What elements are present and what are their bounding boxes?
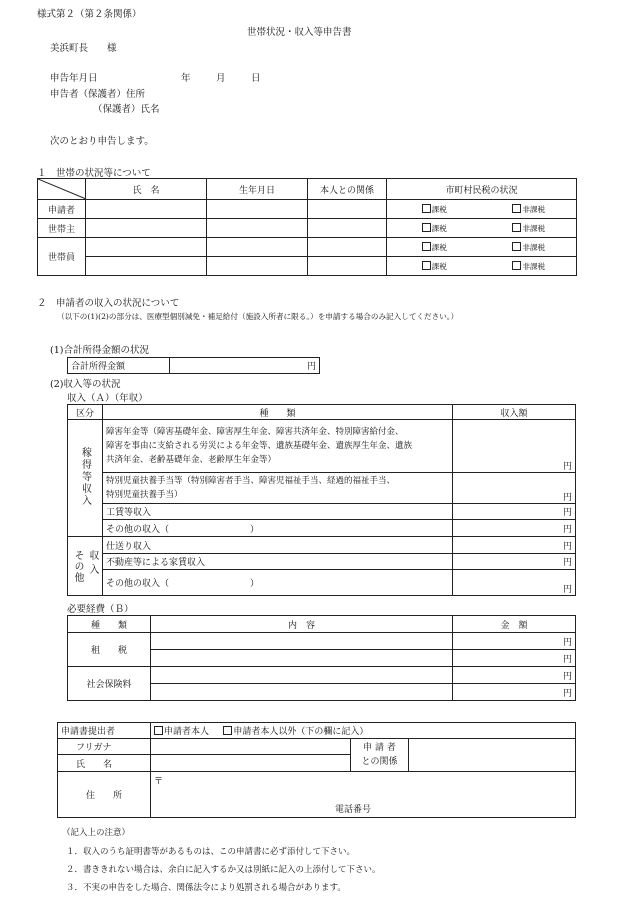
insurance-amount-2[interactable]: 円 xyxy=(453,684,576,701)
other-income-amount[interactable]: 円 xyxy=(453,520,576,537)
section2-heading: ２ 申請者の収入の状況について xyxy=(37,298,180,309)
other-income-type-2: その他の収入（ ） xyxy=(103,570,453,596)
other-income-label: その他 収入 xyxy=(68,537,103,596)
relation-cell[interactable] xyxy=(308,200,387,219)
insurance-content-1[interactable] xyxy=(151,667,453,684)
intro-text: 次のとおり申告します。 xyxy=(50,136,154,147)
submitter-label: 申請書提出者 xyxy=(58,723,151,739)
diagonal-cell xyxy=(38,179,86,200)
wages-amount[interactable]: 円 xyxy=(453,504,576,520)
col-type: 種 類 xyxy=(103,405,453,420)
remittance-type: 仕送り収入 xyxy=(103,537,453,554)
allowance-amount[interactable]: 円 xyxy=(453,473,576,504)
furigana-label: フリガナ xyxy=(58,739,151,755)
notes-heading: （記入上の注意） xyxy=(62,828,131,838)
name-cell[interactable] xyxy=(86,257,207,276)
section1-heading: １ 世帯の状況等について xyxy=(37,168,151,179)
relation-cell[interactable] xyxy=(308,219,387,238)
col-name: 氏 名 xyxy=(86,179,207,200)
name-cell[interactable] xyxy=(86,219,207,238)
addressee: 美浜町長 様 xyxy=(50,43,117,54)
col-relation: 本人との関係 xyxy=(308,179,387,200)
col-birthdate: 生年月日 xyxy=(207,179,308,200)
col-content: 内 容 xyxy=(151,616,453,633)
furigana-input[interactable] xyxy=(151,739,351,755)
col-tax-status: 市町村民税の状況 xyxy=(387,179,577,200)
section2-note: （以下の(1)(2)の部分は、医療型個別減免・補足給付（施設入所者に限る。）を申請する場合のみ記入してください。） xyxy=(57,312,459,321)
month-label: 月 xyxy=(216,73,226,84)
tax-checkbox[interactable]: 課税 xyxy=(387,200,482,219)
rent-amount[interactable]: 円 xyxy=(453,554,576,570)
phone-label: 電話番号 xyxy=(335,805,372,815)
pension-type: 障害年金等（障害基礎年金、障害厚生年金、障害共済年金、特別障害給付金、 障害を事由に支給される労災による年金等、遺族基礎年金、遺族厚生年金、遺族 共済年金、老齢基礎年金、老齢厚生年金等） xyxy=(103,420,453,473)
income-status-heading: (2)収入等の状況 xyxy=(50,379,121,390)
rent-type: 不動産等による家賃収入 xyxy=(103,554,453,570)
birthdate-cell[interactable] xyxy=(207,200,308,219)
remittance-amount[interactable]: 円 xyxy=(453,537,576,554)
insurance-amount-1[interactable]: 円 xyxy=(453,667,576,684)
tax-checkbox[interactable]: 課税 xyxy=(387,257,482,276)
expenses-table xyxy=(67,615,576,701)
row-applicant: 申請者 xyxy=(38,200,86,219)
wages-type: 工賃等収入 xyxy=(103,504,453,520)
tax-label: 租 税 xyxy=(68,633,151,667)
applicant-name-label: （保護者）氏名 xyxy=(93,104,160,115)
name-cell[interactable] xyxy=(86,238,207,257)
relation-label: 申 請 者 との関係 xyxy=(351,739,409,772)
applicant-address-label: 申告者（保護者）住所 xyxy=(50,89,146,100)
income-a-label: 収入（Ａ）（年収） xyxy=(67,393,148,404)
postal-mark: 〒 xyxy=(154,777,164,787)
address-label: 住 所 xyxy=(58,772,151,818)
nontax-checkbox[interactable]: 非課税 xyxy=(482,257,577,276)
relation-input[interactable] xyxy=(409,739,576,772)
day-label: 日 xyxy=(251,73,261,84)
note-3: ３．不実の申告をした場合、関係法令により処罰される場合があります。 xyxy=(66,883,346,893)
date-label: 申告年月日 xyxy=(50,73,98,84)
form-number: 様式第２（第２条関係） xyxy=(37,9,142,20)
nontax-checkbox[interactable]: 非課税 xyxy=(482,200,577,219)
total-income-label: 合計所得金額 xyxy=(68,358,170,374)
col-kingaku: 金 額 xyxy=(453,616,576,633)
row-member: 世帯員 xyxy=(38,238,86,276)
col-kubun: 区分 xyxy=(68,405,103,420)
row-head: 世帯主 xyxy=(38,219,86,238)
nontax-checkbox[interactable]: 非課税 xyxy=(482,238,577,257)
birthdate-cell[interactable] xyxy=(207,238,308,257)
col-amount: 収入額 xyxy=(453,405,576,420)
submitter-options: 申請者本人 申請者本人以外（下の欄に記入） xyxy=(151,723,576,739)
insurance-content-2[interactable] xyxy=(151,684,453,701)
tax-amount-2[interactable]: 円 xyxy=(453,650,576,667)
earned-income-label: 稼得等収入 xyxy=(68,420,103,537)
form-title: 世帯状況・収入等申告書 xyxy=(247,27,352,38)
note-1: １．収入のうち証明書等があるものは、この申請書に必ず添付して下さい。 xyxy=(66,847,356,857)
self-checkbox[interactable] xyxy=(154,727,164,737)
tax-checkbox[interactable]: 課税 xyxy=(387,219,482,238)
tax-checkbox[interactable]: 課税 xyxy=(387,238,482,257)
tax-amount-1[interactable]: 円 xyxy=(453,633,576,650)
birthdate-cell[interactable] xyxy=(207,219,308,238)
total-income-table xyxy=(67,357,320,374)
total-income-heading: (1)合計所得金額の状況 xyxy=(50,345,149,356)
other-income-amount-2[interactable]: 円 xyxy=(453,570,576,596)
total-income-value[interactable]: 円 xyxy=(170,358,320,374)
expenses-b-label: 必要経費（Ｂ） xyxy=(67,604,134,615)
income-table xyxy=(67,404,576,596)
name-input[interactable] xyxy=(151,755,351,772)
other-income-type: その他の収入（ ） xyxy=(103,520,453,537)
tax-content-2[interactable] xyxy=(151,650,453,667)
birthdate-cell[interactable] xyxy=(207,257,308,276)
submitter-table xyxy=(57,722,576,818)
address-input[interactable] xyxy=(151,772,576,818)
nontax-checkbox[interactable]: 非課税 xyxy=(482,219,577,238)
relation-cell[interactable] xyxy=(308,238,387,257)
name-cell[interactable] xyxy=(86,200,207,219)
tax-content-1[interactable] xyxy=(151,633,453,650)
name-label: 氏 名 xyxy=(58,755,151,772)
col-shurui: 種 類 xyxy=(68,616,151,633)
allowance-type: 特別児童扶養手当等（特別障害者手当、障害児福祉手当、経過的福祉手当、 特別児童扶養手当） xyxy=(103,473,453,504)
note-2: ２．書ききれない場合は、余白に記入するか又は別紙に記入の上添付して下さい。 xyxy=(66,865,381,875)
other-checkbox[interactable] xyxy=(223,727,233,737)
pension-amount[interactable]: 円 xyxy=(453,420,576,473)
relation-cell[interactable] xyxy=(308,257,387,276)
year-label: 年 xyxy=(181,73,191,84)
household-table xyxy=(37,178,577,276)
insurance-label: 社会保険料 xyxy=(68,667,151,701)
